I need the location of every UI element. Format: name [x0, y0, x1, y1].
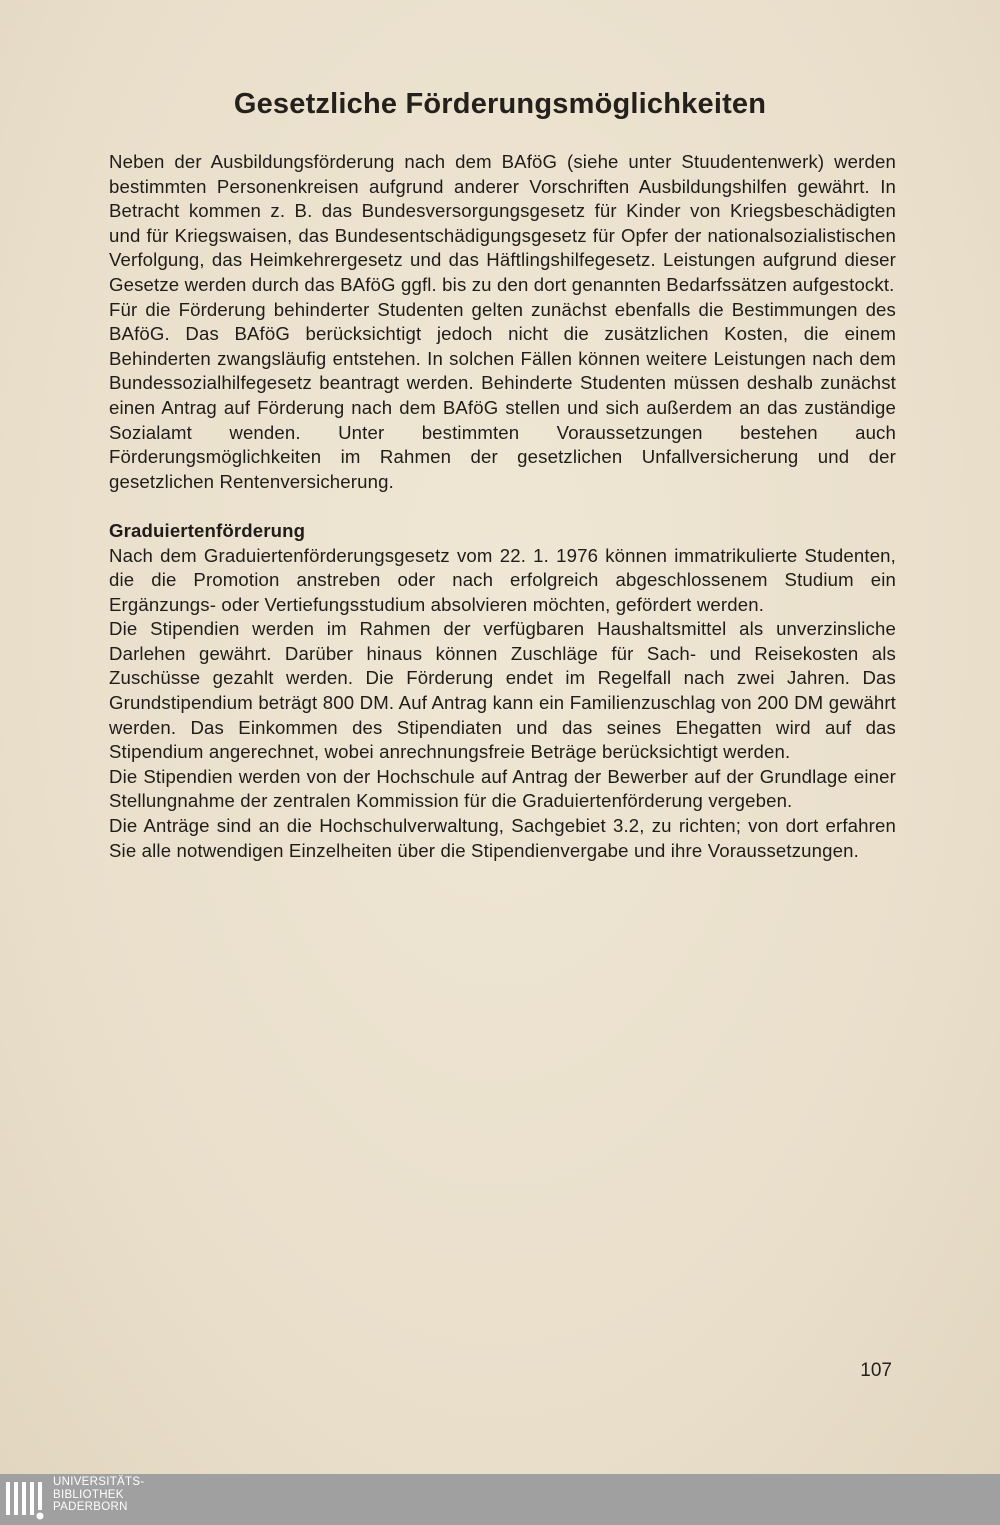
library-footer-bar [0, 1474, 1000, 1525]
paragraph: Nach dem Graduiertenförderungsgesetz vom 22. 1. 1976 können immatrikulierte Studenten, die die Promotion anstreben oder nach erfolgreich abgeschlossenem Studium ein Ergänzungs- oder Vertiefungsstudium absolvieren möchten, gefördert werden. [109, 544, 896, 615]
paragraph: Die Stipendien werden im Rahmen der verfügbaren Haushaltsmittel als unverzinsliche Darlehen gewährt. Darüber hinaus können Zuschläge für Sach- und Reisekosten als Zuschüsse gezahlt werden. Die Förderung endet im Regelfall nach zwei Jahren. Das Grundstipendium beträgt 800 DM. Auf Antrag kann ein Familienzuschlag von 200 DM gewährt werden. Das Einkommen des Stipendiaten und das seines Ehegatten wird auf das Stipendium angerechnet, wobei anrechnungsfreie Beträge berücksichtigt werden. [109, 618, 896, 763]
library-name [53, 1476, 144, 1514]
page-number: 107 [860, 1360, 892, 1381]
paragraph: Die Anträge sind an die Hochschulverwaltung, Sachgebiet 3.2, zu richten; von dort erfahren Sie alle notwendigen Einzelheiten über die Stipendienvergabe und ihre Voraussetzungen. [109, 815, 896, 861]
library-name-line: BIBLIOTHEK [53, 1488, 124, 1501]
library-logo-icon [4, 1480, 46, 1520]
body-text [109, 150, 896, 863]
paragraph: Die Stipendien werden von der Hochschule auf Antrag der Bewerber auf der Grundlage einer Stellungnahme der zentralen Kommission für die Graduiertenförderung vergeben. [109, 765, 896, 812]
page-title: Gesetzliche Förderungsmöglichkeiten [233, 88, 767, 120]
paragraph: Für die Förderung behinderter Studenten gelten zunächst ebenfalls die Bestimmungen des BAföG. Das BAföG berücksichtigt jedoch nicht die zusätzlichen Kosten, die einem Behinderten zwangsläufig entstehen. In solchen Fällen können weitere Leistungen nach dem Bundessozialhilfegesetz beantragt werden. Behinderte Studenten müssen deshalb zunächst einen Antrag auf Förderung nach dem BAföG stellen und sich außerdem an das zuständige Sozialamt wenden. Unter bestimmten Voraussetzungen bestehen auch Förderungsmöglichkeiten im Rahmen der gesetzlichen Unfallversicherung und der gesetzlichen Rentenversicherung. [109, 298, 896, 492]
library-name-line: UNIVERSITÄTS- [53, 1476, 145, 1488]
section-heading: Graduiertenförderung [109, 519, 306, 541]
paragraph: Neben der Ausbildungsförderung nach dem BAföG (siehe unter Stuudentenwerk) werden bestimmten Personenkreisen aufgrund anderer Vorschriften Ausbildungshilfen gewährt. In Betracht kommen z. B. das Bundesversorgungsgesetz für Kinder von Kriegsbeschädigten und für Kriegswaisen, das Bundesentschädigungsgesetz für Opfer der nationalsozialistischen Verfolgung, das Heimkehrergesetz und das Häftlingshilfegesetz. Leistungen aufgrund dieser Gesetze werden durch das BAföG ggfl. bis zu den dort genannten Bedarfssätzen aufgestockt. [109, 151, 896, 295]
library-name-line: PADERBORN [53, 1501, 128, 1513]
